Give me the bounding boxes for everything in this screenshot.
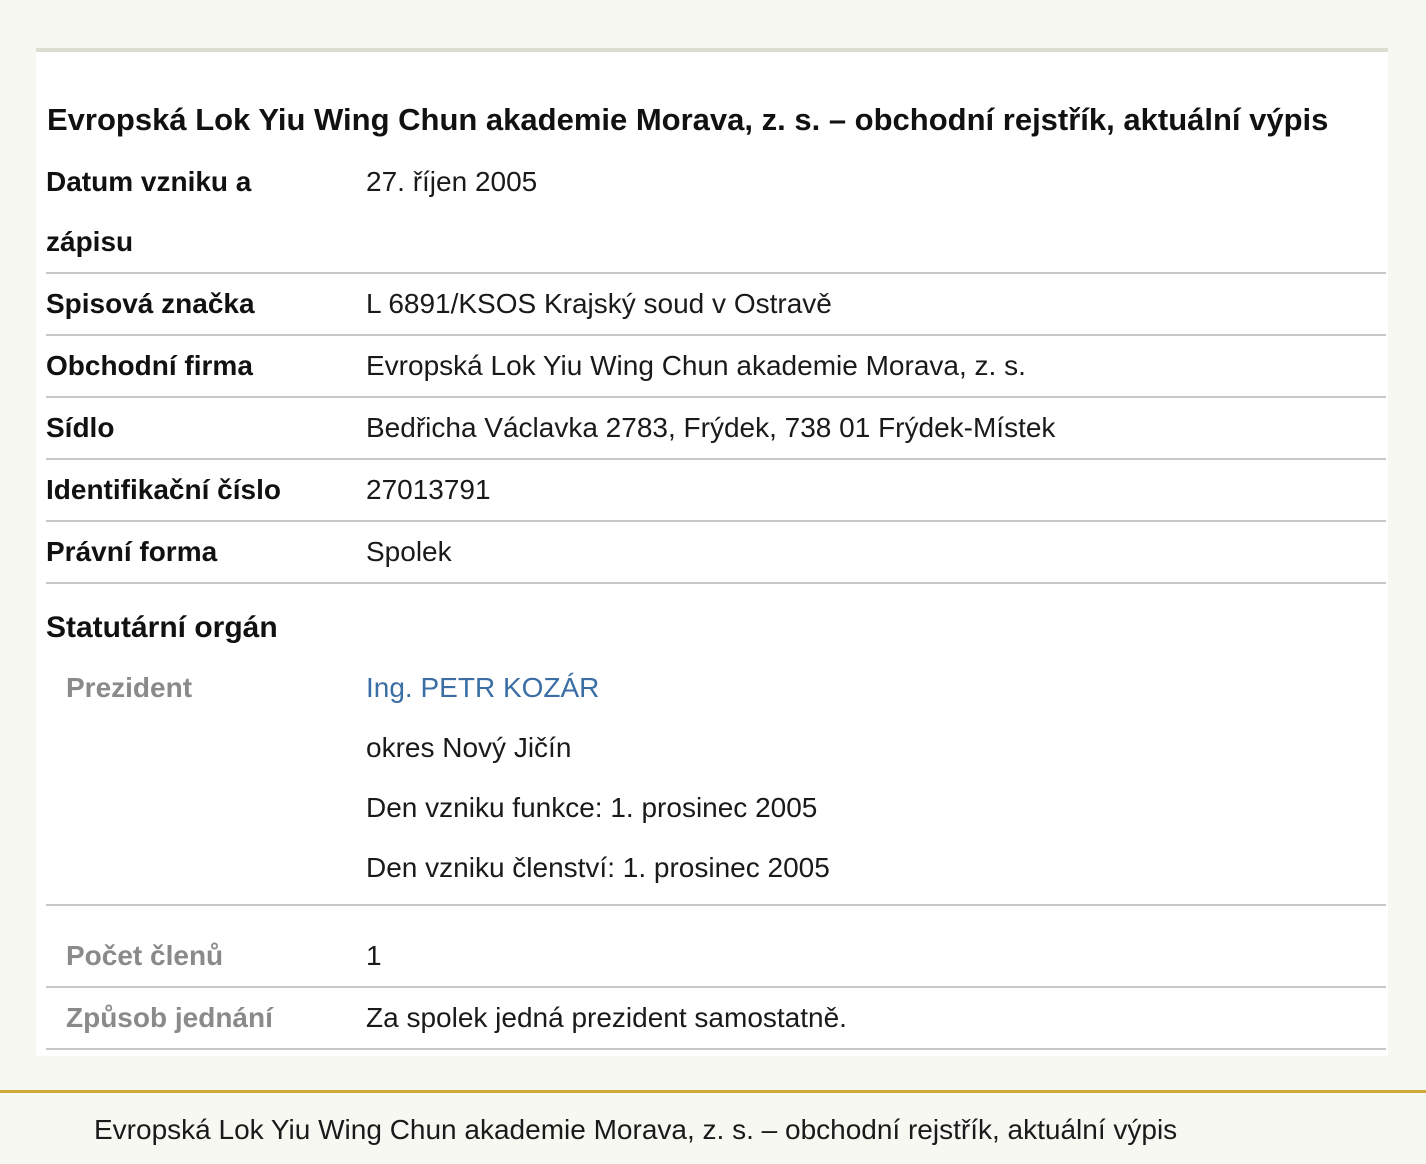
page-title: Evropská Lok Yiu Wing Chun akademie Morava, z. s. – obchodní rejstřík, aktuální výpis — [47, 102, 1329, 137]
table-row — [46, 398, 1386, 460]
row-value: L 6891/KSOS Krajský soud v Ostravě — [366, 288, 832, 319]
table-row — [46, 336, 1386, 398]
president-row — [46, 658, 1386, 906]
table-row — [46, 522, 1386, 584]
row-label: Právní forma — [46, 536, 218, 567]
members-count-label: Počet členů — [66, 940, 224, 971]
table-row — [46, 152, 1386, 274]
footer-title: Evropská Lok Yiu Wing Chun akademie Morava, z. s. – obchodní rejstřík, aktuální výpis — [94, 1114, 1178, 1145]
president-district: okres Nový Jičín — [366, 732, 572, 763]
row-value: 27013791 — [366, 474, 491, 505]
row-value: 27. říjen 2005 — [366, 166, 538, 197]
row-label: Sídlo — [46, 412, 115, 443]
president-details — [366, 658, 1386, 898]
table-row — [46, 460, 1386, 522]
conduct-label: Způsob jednání — [66, 1002, 273, 1033]
row-label: Datum vzniku a zápisu — [46, 166, 252, 257]
table-row — [46, 274, 1386, 336]
members-count-value: 1 — [366, 940, 382, 971]
conduct-value: Za spolek jedná prezident samostatně. — [366, 1002, 847, 1033]
register-table — [46, 152, 1386, 1050]
row-value: Evropská Lok Yiu Wing Chun akademie Morava, z. s. — [366, 350, 1026, 381]
row-label: Obchodní firma — [46, 350, 253, 381]
members-count-row — [46, 906, 1386, 988]
president-label: Prezident — [66, 672, 193, 703]
function-start: Den vzniku funkce: 1. prosinec 2005 — [366, 792, 818, 823]
membership-start: Den vzniku členství: 1. prosinec 2005 — [366, 852, 830, 883]
row-label: Identifikační číslo — [46, 474, 281, 505]
row-value: Bedřicha Václavka 2783, Frýdek, 738 01 Frýdek-Místek — [366, 412, 1056, 443]
row-value: Spolek — [366, 536, 452, 567]
conduct-row — [46, 988, 1386, 1050]
statutory-heading: Statutární orgán — [46, 611, 278, 644]
president-name-link[interactable]: Ing. PETR KOZÁR — [366, 672, 600, 703]
footer-divider — [0, 1090, 1426, 1093]
row-label: Spisová značka — [46, 288, 255, 319]
